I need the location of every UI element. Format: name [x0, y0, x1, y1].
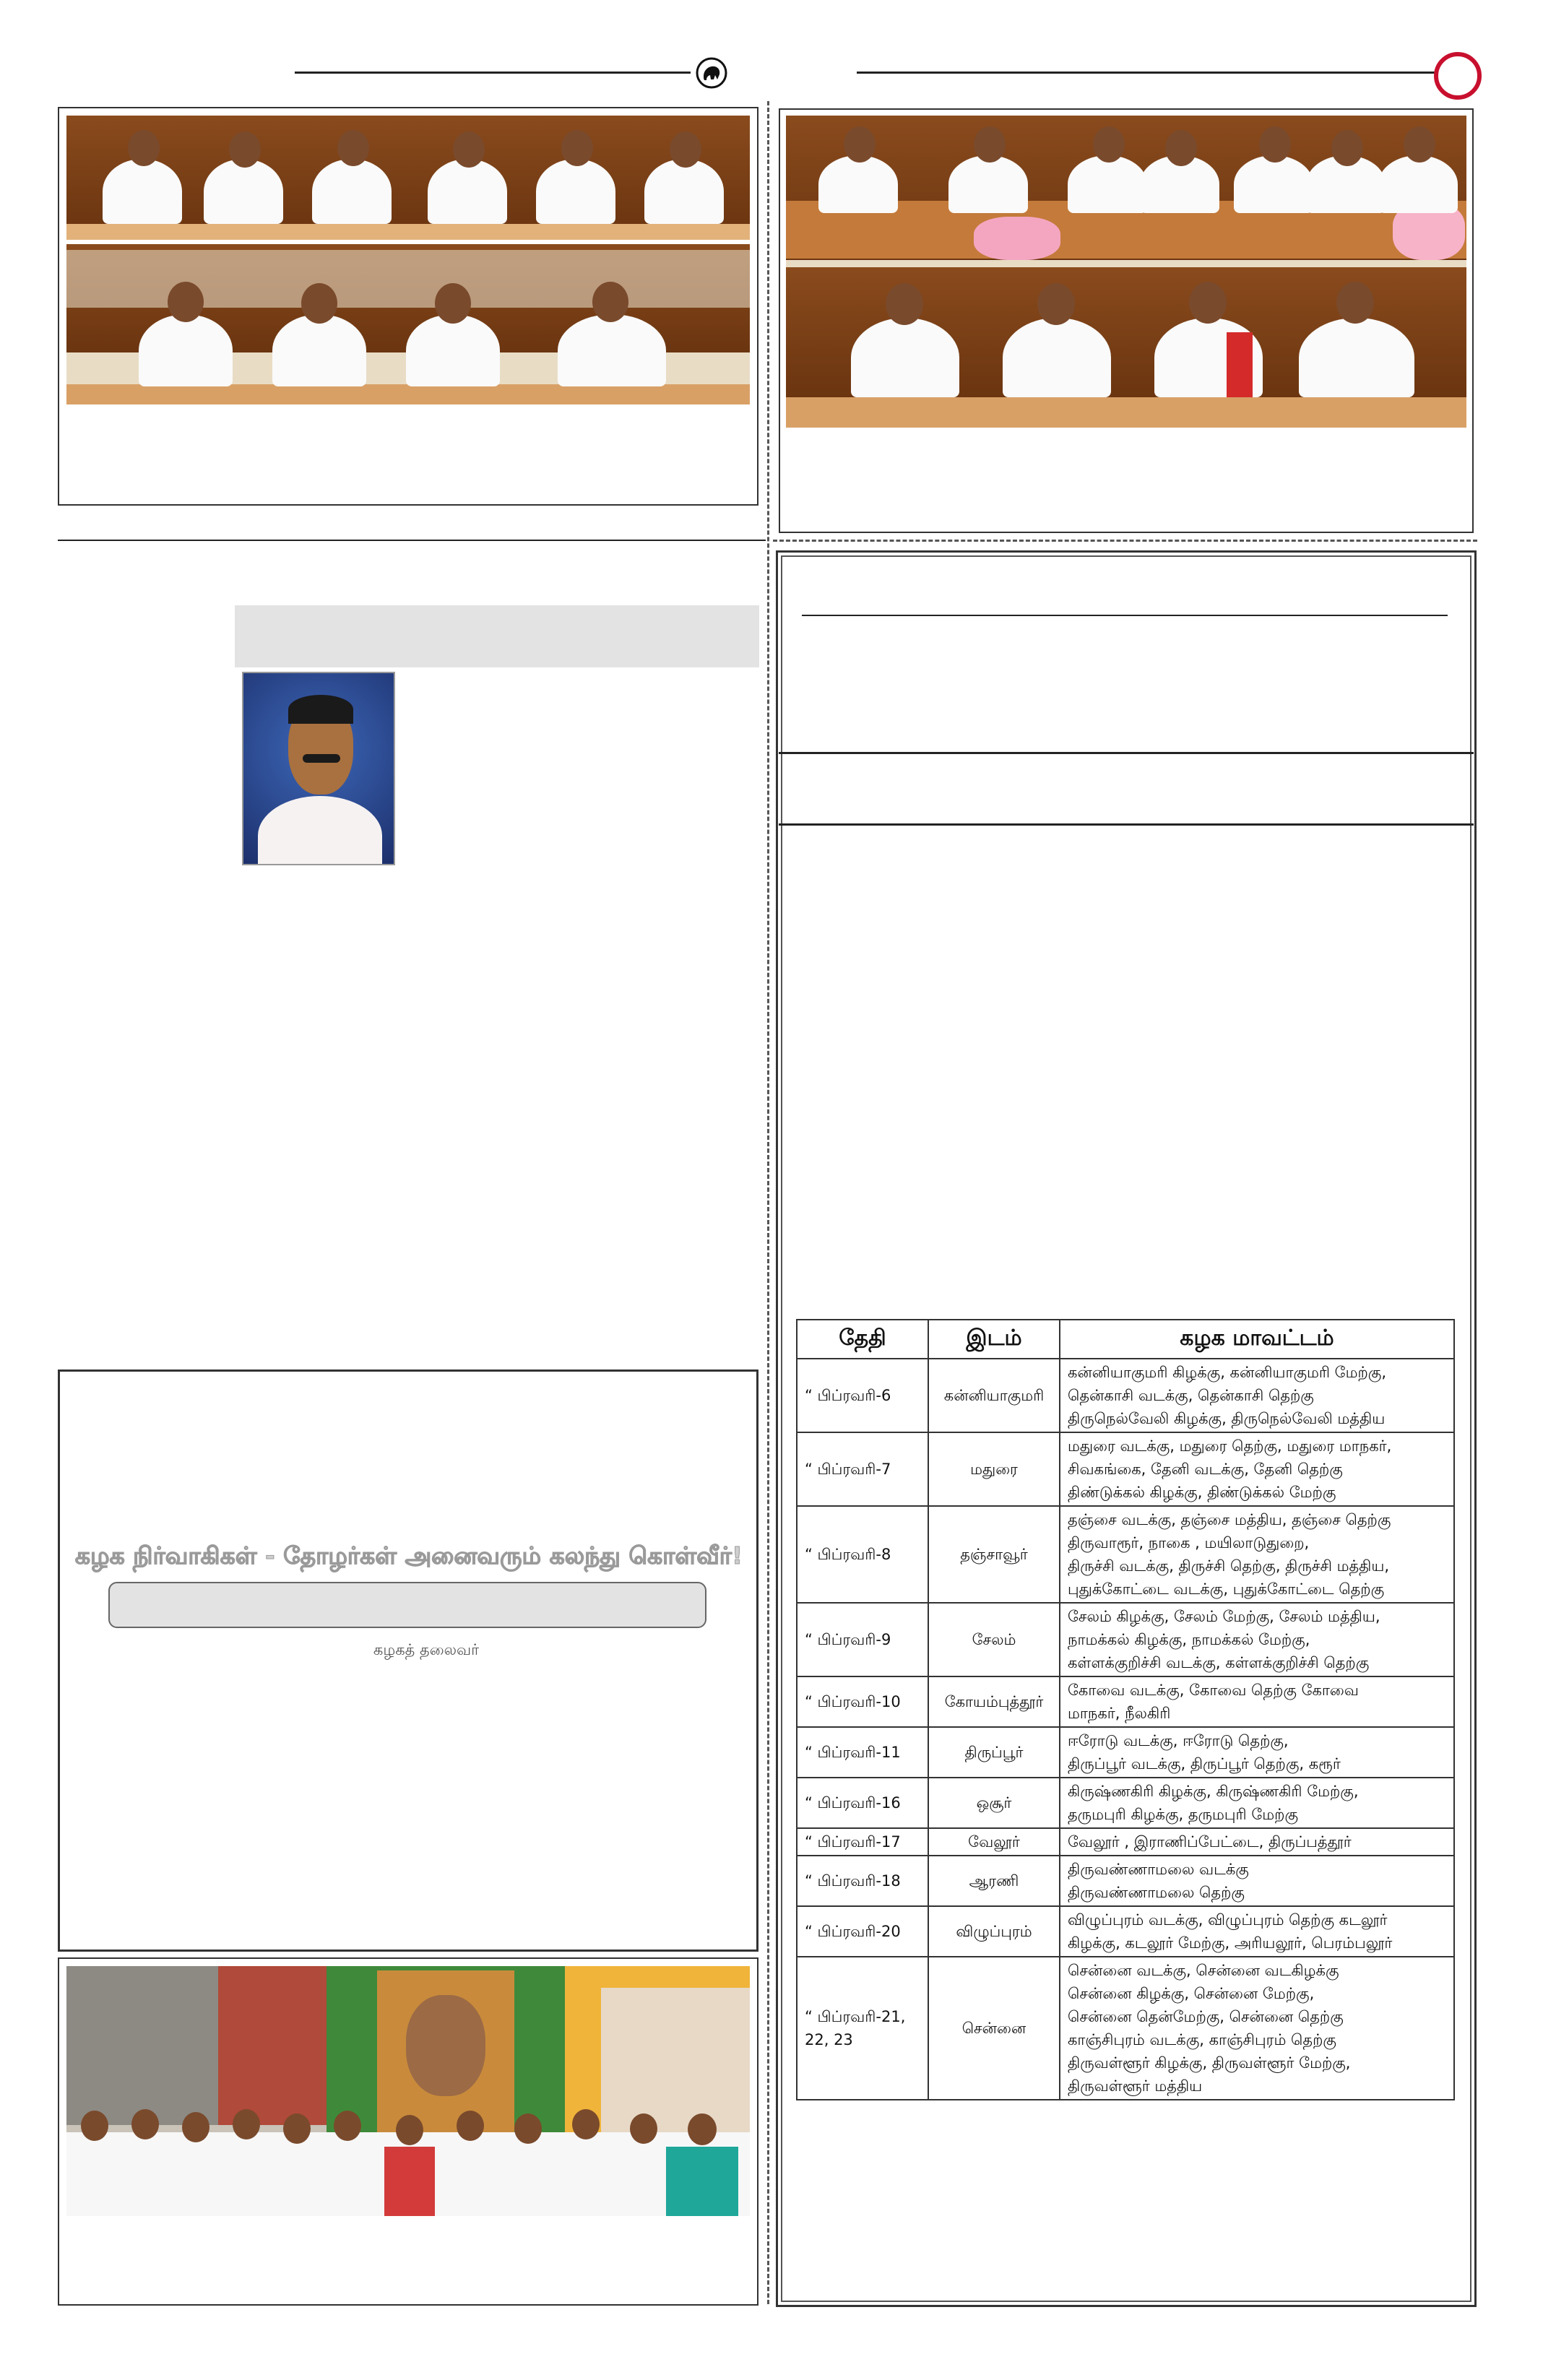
schedule-place: ஆரணி	[928, 1856, 1060, 1906]
schedule-district-line: புதுக்கோட்டை வடக்கு, புதுக்கோட்டை தெற்கு	[1068, 1580, 1385, 1598]
schedule-districts	[1060, 1957, 1454, 2100]
schedule-date: “ பிப்ரவரி-17	[797, 1828, 928, 1856]
schedule-row	[797, 1906, 1454, 1957]
schedule-row	[797, 1603, 1454, 1676]
schedule-district-line: சேலம் கிழக்கு, சேலம் மேற்கு, சேலம் மத்திய,	[1068, 1608, 1380, 1625]
schedule-date: “ பிப்ரவரி-21, 22, 23	[797, 1957, 928, 2100]
schedule-district-line: திருவண்ணாமலை தெற்கு	[1068, 1884, 1245, 1901]
schedule-row	[797, 1676, 1454, 1727]
schedule-district-line: திருநெல்வேலி கிழக்கு, திருநெல்வேலி மத்திய	[1068, 1410, 1386, 1427]
red-circle-icon	[1434, 52, 1482, 100]
schedule-district-line: கன்னியாகுமரி கிழக்கு, கன்னியாகுமரி மேற்கு,	[1068, 1364, 1386, 1381]
schedule-place: ஒசூர்	[928, 1778, 1060, 1828]
schedule-district-line: திருச்சி வடக்கு, திருச்சி தெற்கு, திருச்சி மத்திய,	[1068, 1557, 1390, 1575]
schedule-district-line: சிவகங்கை, தேனி வடக்கு, தேனி தெற்கு	[1068, 1461, 1343, 1478]
schedule-district-line: சென்னை தென்மேற்கு, சென்னை தெற்கு	[1068, 2008, 1344, 2025]
right-article-rule-2	[779, 823, 1474, 826]
schedule-district-line: திருவாரூர், நாகை , மயிலாடுதுறை,	[1068, 1534, 1310, 1552]
schedule-date: “ பிப்ரவரி-9	[797, 1603, 928, 1676]
schedule-districts	[1060, 1906, 1454, 1957]
schedule-district-line: காஞ்சிபுரம் வடக்கு, காஞ்சிபுரம் தெற்கு	[1068, 2031, 1336, 2048]
schedule-date: “ பிப்ரவரி-8	[797, 1506, 928, 1603]
schedule-district-line: கள்ளக்குறிச்சி வடக்கு, கள்ளக்குறிச்சி தெற்கு	[1068, 1654, 1370, 1671]
schedule-district-line: தஞ்சை வடக்கு, தஞ்சை மத்திய, தஞ்சை தெற்கு	[1068, 1511, 1391, 1528]
section-rule-right	[773, 540, 1477, 542]
schedule-place: வேலூர்	[928, 1828, 1060, 1856]
schedule-district-line: தருமபுரி கிழக்கு, தருமபுரி மேற்கு	[1068, 1806, 1298, 1823]
schedule-date: “ பிப்ரவரி-18	[797, 1856, 928, 1906]
schedule-district-line: திருப்பூர் வடக்கு, திருப்பூர் தெற்கு, கரூர்	[1068, 1755, 1341, 1773]
notice-slogan: கழக நிர்வாகிகள் - தோழர்கள் அனைவரும் கலந்து கொள்வீர்!	[74, 1541, 743, 1570]
schedule-district-line: தென்காசி வடக்கு, தென்காசி தெற்கு	[1068, 1387, 1314, 1404]
schedule-header-district: கழக மாவட்டம்	[1060, 1320, 1454, 1359]
schedule-place: விழுப்புரம்	[928, 1906, 1060, 1957]
schedule-districts	[1060, 1856, 1454, 1906]
schedule-place: சேலம்	[928, 1603, 1060, 1676]
schedule-date: “ பிப்ரவரி-11	[797, 1727, 928, 1778]
schedule-district-line: சென்னை வடக்கு, சென்னை வடகிழக்கு	[1068, 1962, 1339, 1979]
schedule-place: மதுரை	[928, 1432, 1060, 1506]
meeting-photo-right	[786, 116, 1466, 428]
header-rule-right	[857, 72, 1443, 74]
schedule-row	[797, 1432, 1454, 1506]
schedule-districts	[1060, 1359, 1454, 1432]
schedule-district-line: வேலூர் , இராணிப்பேட்டை, திருப்பத்தூர்	[1068, 1833, 1352, 1851]
schedule-date: “ பிப்ரவரி-6	[797, 1359, 928, 1432]
schedule-date: “ பிப்ரவரி-7	[797, 1432, 928, 1506]
notice-banner	[108, 1582, 706, 1628]
schedule-district-line: ஈரோடு வடக்கு, ஈரோடு தெற்கு,	[1068, 1732, 1289, 1749]
section-rule-left	[58, 540, 766, 541]
meeting-photo-left	[66, 116, 750, 404]
schedule-table	[796, 1319, 1455, 2100]
schedule-districts	[1060, 1603, 1454, 1676]
schedule-district-line: சென்னை கிழக்கு, சென்னை மேற்கு,	[1068, 1985, 1315, 2002]
schedule-row	[797, 1778, 1454, 1828]
schedule-place: தஞ்சாவூர்	[928, 1506, 1060, 1603]
schedule-districts	[1060, 1778, 1454, 1828]
schedule-date: “ பிப்ரவரி-20	[797, 1906, 928, 1957]
header-rule-left	[295, 72, 691, 74]
schedule-district-line: திருவள்ளூர் மத்திய	[1068, 2077, 1203, 2095]
schedule-district-line: திருவண்ணாமலை வடக்கு	[1068, 1861, 1249, 1878]
schedule-place: சென்னை	[928, 1957, 1060, 2100]
schedule-districts	[1060, 1828, 1454, 1856]
schedule-row	[797, 1828, 1454, 1856]
schedule-body	[797, 1359, 1454, 2100]
right-article-title-rule	[802, 615, 1448, 616]
schedule-row	[797, 1957, 1454, 2100]
schedule-row	[797, 1359, 1454, 1432]
portrait-photo	[242, 672, 395, 865]
schedule-district-line: கோவை வடக்கு, கோவை தெற்கு கோவை	[1068, 1682, 1359, 1699]
schedule-district-line: கிருஷ்ணகிரி கிழக்கு, கிருஷ்ணகிரி மேற்கு,	[1068, 1783, 1359, 1800]
schedule-row	[797, 1856, 1454, 1906]
article-heading-bar	[235, 605, 759, 667]
schedule-date: “ பிப்ரவரி-16	[797, 1778, 928, 1828]
schedule-district-line: மாநகர், நீலகிரி	[1068, 1705, 1171, 1722]
schedule-district-line: நாமக்கல் கிழக்கு, நாமக்கல் மேற்கு,	[1068, 1631, 1310, 1648]
schedule-districts	[1060, 1506, 1454, 1603]
schedule-districts	[1060, 1727, 1454, 1778]
schedule-place: திருப்பூர்	[928, 1727, 1060, 1778]
schedule-row	[797, 1727, 1454, 1778]
elephant-logo-icon	[695, 56, 728, 90]
schedule-place: கோயம்புத்தூர்	[928, 1676, 1060, 1727]
schedule-district-line: மதுரை வடக்கு, மதுரை தெற்கு, மதுரை மாநகர்,	[1068, 1437, 1392, 1455]
schedule-districts	[1060, 1432, 1454, 1506]
schedule-district-line: விழுப்புரம் வடக்கு, விழுப்புரம் தெற்கு கடலூர்	[1068, 1911, 1388, 1929]
notice-signature: கழகத் தலைவர்	[373, 1641, 480, 1658]
schedule-districts	[1060, 1676, 1454, 1727]
notice-box	[58, 1369, 758, 1952]
schedule-district-line: கிழக்கு, கடலூர் மேற்கு, அரியலூர், பெரம்பலூர்	[1068, 1934, 1393, 1952]
schedule-date: “ பிப்ரவரி-10	[797, 1676, 928, 1727]
schedule-header-date: தேதி	[797, 1320, 928, 1359]
schedule-district-line: திண்டுக்கல் கிழக்கு, திண்டுக்கல் மேற்கு	[1068, 1484, 1336, 1501]
right-article-rule-1	[779, 752, 1474, 754]
column-divider	[767, 101, 769, 2304]
schedule-district-line: திருவள்ளூர் கிழக்கு, திருவள்ளூர் மேற்கு,	[1068, 2054, 1351, 2072]
tribute-photo	[66, 1966, 750, 2216]
schedule-row	[797, 1506, 1454, 1603]
schedule-header-place: இடம்	[928, 1320, 1060, 1359]
schedule-place: கன்னியாகுமரி	[928, 1359, 1060, 1432]
